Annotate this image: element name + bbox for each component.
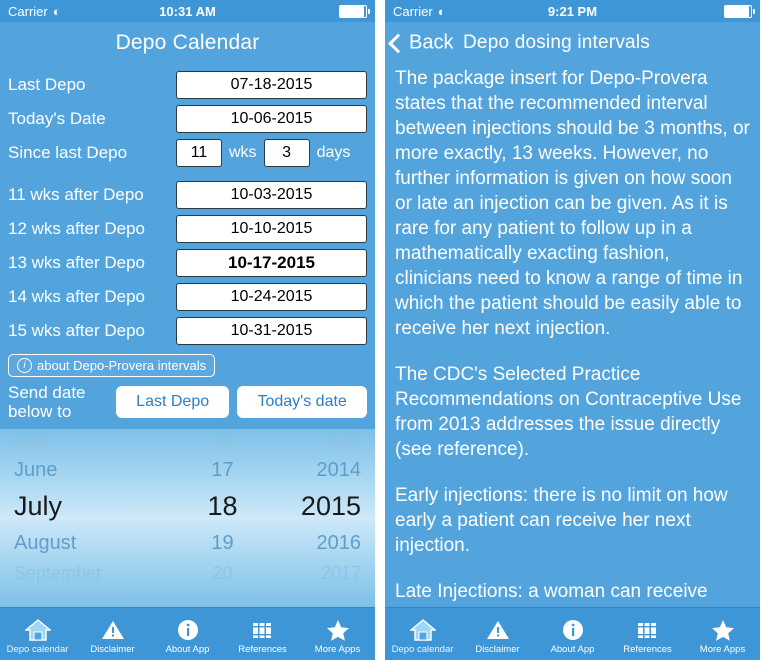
tab-label: More Apps xyxy=(699,644,746,655)
row-13-wks xyxy=(8,248,367,278)
status-time: 10:31 AM xyxy=(159,3,216,19)
status-left-group xyxy=(393,4,446,19)
article-paragraph: The CDC's Selected Practice Recommendations on Contraceptive Use from 2013 addresses the issue directly (see reference). xyxy=(395,364,742,460)
send-date-label-line1: Send date xyxy=(8,383,86,402)
row-since-last-depo xyxy=(8,138,367,168)
info-icon xyxy=(560,616,586,643)
picker-month: September xyxy=(14,562,103,583)
info-icon: i xyxy=(17,358,32,373)
row-label-13-wks: 13 wks after Depo xyxy=(8,253,146,272)
tab-label: References xyxy=(238,644,287,655)
tab-more-apps[interactable] xyxy=(300,608,375,660)
since-weeks-unit: wks xyxy=(229,144,257,161)
row-label-since-last-depo: Since last Depo xyxy=(8,143,128,162)
row-last-depo xyxy=(8,70,367,100)
row-15-wks xyxy=(8,316,367,346)
picker-day: 16 xyxy=(213,433,232,450)
picker-month: August xyxy=(14,531,77,554)
picker-row[interactable] xyxy=(0,527,375,559)
todays-date-value[interactable]: 10-06-2015 xyxy=(176,105,367,133)
row-todays-date xyxy=(8,104,367,134)
tab-references[interactable] xyxy=(225,608,300,660)
row-label-last-depo: Last Depo xyxy=(8,75,86,94)
battery-icon xyxy=(724,5,752,18)
value-15-wks: 10-31-2015 xyxy=(176,317,367,345)
tab-disclaimer[interactable] xyxy=(460,608,535,660)
article-paragraph: Early injections: there is no limit on how early a patient can receive her next injection. xyxy=(395,485,728,556)
value-12-wks: 10-10-2015 xyxy=(176,215,367,243)
last-depo-value[interactable]: 07-18-2015 xyxy=(176,71,367,99)
nav-bar-left xyxy=(0,22,375,64)
picker-month: July xyxy=(14,490,63,521)
status-bar-right xyxy=(385,0,760,22)
tab-about-app[interactable] xyxy=(150,608,225,660)
calendar-body xyxy=(0,64,375,607)
row-label-todays-date: Today's Date xyxy=(8,109,106,128)
picker-year: 2015 xyxy=(300,490,361,521)
tab-label: More Apps xyxy=(314,644,361,655)
tab-label: Disclaimer xyxy=(90,644,135,655)
tab-bar-right xyxy=(385,607,760,660)
page-title: Depo dosing intervals xyxy=(463,32,650,53)
form-rows xyxy=(0,64,375,346)
since-weeks-value: 11 xyxy=(176,139,222,167)
home-icon xyxy=(410,616,436,643)
picker-row[interactable] xyxy=(0,429,375,455)
row-14-wks xyxy=(8,282,367,312)
value-14-wks: 10-24-2015 xyxy=(176,283,367,311)
tab-depo-calendar[interactable] xyxy=(0,608,75,660)
value-13-wks: 10-17-2015 xyxy=(176,249,367,277)
send-to-last-depo-button[interactable]: Last Depo xyxy=(116,386,229,418)
right-phone-screen xyxy=(385,0,760,660)
row-12-wks xyxy=(8,214,367,244)
article-paragraph: Late Injections: a woman can receive xyxy=(395,581,708,602)
about-intervals-button[interactable] xyxy=(8,354,215,377)
article-text[interactable] xyxy=(385,64,760,607)
row-label-12-wks: 12 wks after Depo xyxy=(8,219,146,238)
picker-year: 2014 xyxy=(316,458,361,481)
tab-label: References xyxy=(623,644,672,655)
chevron-left-icon xyxy=(388,33,408,53)
tab-disclaimer[interactable] xyxy=(75,608,150,660)
row-spacer xyxy=(8,172,367,180)
left-phone-screen xyxy=(0,0,375,660)
since-days-unit: days xyxy=(316,144,351,161)
row-label-11-wks: 11 wks after Depo xyxy=(8,185,144,204)
picker-day: 17 xyxy=(211,458,234,481)
books-icon xyxy=(635,616,661,643)
row-label-14-wks: 14 wks after Depo xyxy=(8,287,146,306)
info-icon xyxy=(175,616,201,643)
row-11-wks xyxy=(8,180,367,210)
tab-depo-calendar[interactable] xyxy=(385,608,460,660)
status-left-group xyxy=(8,4,61,19)
warning-icon xyxy=(100,616,126,643)
picker-month: June xyxy=(14,458,58,481)
back-button[interactable] xyxy=(391,32,453,55)
picker-year: 2016 xyxy=(316,531,361,554)
wifi-icon: ◐ xyxy=(437,3,446,19)
tab-label: Depo calendar xyxy=(6,644,69,655)
carrier-label: Carrier xyxy=(393,3,433,19)
send-to-todays-date-button[interactable]: Today's date xyxy=(237,386,367,418)
status-time: 9:21 PM xyxy=(547,3,598,19)
carrier-label: Carrier xyxy=(8,3,48,19)
warning-icon xyxy=(485,616,511,643)
picker-day: 20 xyxy=(212,562,233,583)
star-icon xyxy=(325,616,351,643)
tab-label: Depo calendar xyxy=(391,644,454,655)
star-icon xyxy=(710,616,736,643)
send-date-row xyxy=(0,377,375,425)
wifi-icon: ◐ xyxy=(52,3,61,19)
picker-row[interactable] xyxy=(0,455,375,485)
back-button-label: Back xyxy=(409,31,454,54)
tab-label: Disclaimer xyxy=(475,644,520,655)
picker-day: 19 xyxy=(211,531,234,554)
tab-about-app[interactable] xyxy=(535,608,610,660)
picker-row-selected[interactable] xyxy=(0,485,375,527)
nav-bar-right xyxy=(385,22,760,64)
about-intervals-label: about Depo-Provera intervals xyxy=(37,358,207,373)
picker-day: 18 xyxy=(207,490,238,521)
send-date-label-line2: below to xyxy=(8,402,72,421)
tab-label: About App xyxy=(550,644,595,655)
since-days-value: 3 xyxy=(264,139,310,167)
picker-row[interactable] xyxy=(0,559,375,587)
battery-icon xyxy=(339,5,367,18)
books-icon xyxy=(250,616,276,643)
tab-label: About App xyxy=(165,644,210,655)
picker-month: May xyxy=(14,433,45,450)
page-title: Depo Calendar xyxy=(115,31,260,54)
status-bar-left xyxy=(0,0,375,22)
tab-more-apps[interactable] xyxy=(685,608,760,660)
article-paragraph: The package insert for Depo-Provera states that the recommended interval between injections should be 3 months, or more exactly, 13 weeks. However, no further information is given on how soon or late an injection can be given. As it is rare for any patient to follow up in a mathematically exacting fashion, clinicians need to know a range of time in which the patient should be easily able to receive her next injection. xyxy=(395,68,750,339)
picker-year: 2017 xyxy=(320,562,361,583)
date-picker[interactable] xyxy=(0,429,375,607)
picker-year: 2013 xyxy=(325,433,361,450)
tab-references[interactable] xyxy=(610,608,685,660)
home-icon xyxy=(25,616,51,643)
tab-bar-left xyxy=(0,607,375,660)
value-11-wks: 10-03-2015 xyxy=(176,181,367,209)
row-label-15-wks: 15 wks after Depo xyxy=(8,321,146,340)
send-date-label xyxy=(8,383,108,421)
